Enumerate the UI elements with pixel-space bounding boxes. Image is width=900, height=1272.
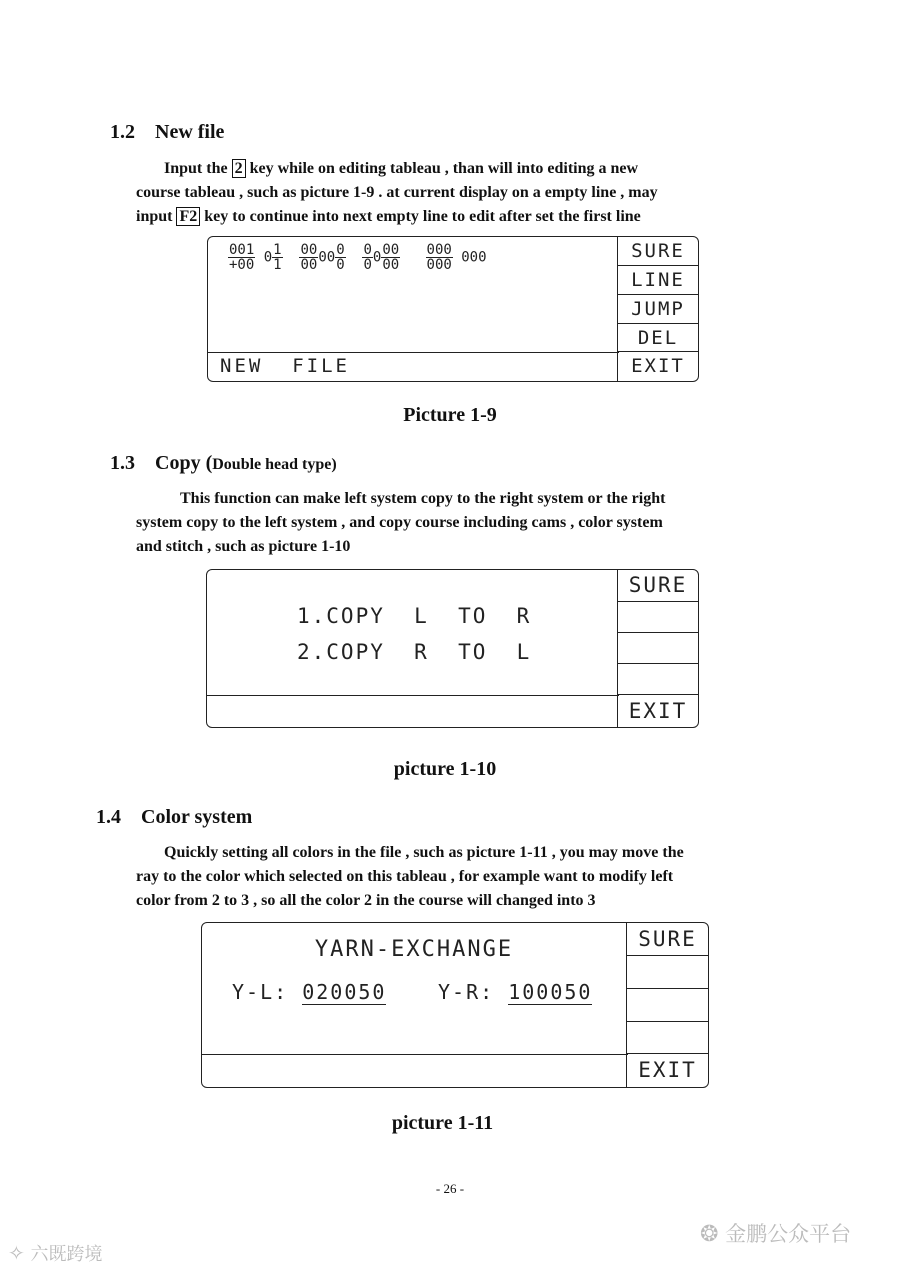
yl-value-field[interactable]: 020050 <box>302 980 387 1004</box>
fraction-field: $\frac{00}{00}$ <box>382 242 400 273</box>
yarn-left-row <box>232 980 386 1004</box>
logo-icon: ✧ <box>8 1241 25 1265</box>
exit-button[interactable]: EXIT <box>631 355 685 377</box>
softkey-blank-1[interactable] <box>618 602 698 633</box>
exit-button[interactable]: EXIT <box>628 699 688 723</box>
yl-label: Y-L: <box>232 980 289 1004</box>
fraction-field: $\frac{000}{000}$ <box>426 242 452 273</box>
course-line-fields: $\frac{001}{+00}$ 0 $\frac{1}{1}$ $\frac{00}{00}$ 00 $\frac{0}{0}$ $\frac{0}{0}$ 0 $\frac{00}{00}$ $\frac{000}{000}$ 000 <box>229 242 487 273</box>
section-title: New file <box>155 121 225 143</box>
caption-picture-1-11: picture 1-11 <box>391 1112 494 1134</box>
copy-l-to-r-option[interactable]: 1.COPY L TO R <box>297 604 532 628</box>
status-divider <box>208 352 619 353</box>
line-button[interactable]: LINE <box>618 266 698 295</box>
sure-button[interactable]: SURE <box>618 570 698 602</box>
softkey-column <box>617 570 698 727</box>
page-number: - 26 - <box>435 1181 465 1196</box>
softkey-blank-1[interactable] <box>627 956 708 989</box>
fraction-field: $\frac{00}{00}$ <box>300 242 318 273</box>
yr-label: Y-R: <box>438 980 495 1004</box>
fraction-field: $\frac{0}{0}$ <box>336 242 345 273</box>
softkey-blank-2[interactable] <box>627 989 708 1022</box>
softkey-column <box>617 237 698 381</box>
fraction-field: $\frac{001}{+00}$ <box>229 242 255 273</box>
sure-button[interactable]: SURE <box>627 923 708 956</box>
exit-button[interactable]: EXIT <box>638 1058 697 1082</box>
yarn-right-row <box>438 980 592 1004</box>
fraction-field: $\frac{1}{1}$ <box>273 242 282 273</box>
new-file-screen <box>207 236 699 382</box>
copy-screen <box>206 569 699 728</box>
fraction-field: $\frac{0}{0}$ <box>363 242 372 273</box>
watermark-right: ❂ 金鹏公众平台 <box>700 1222 852 1247</box>
section-1-3-heading: 1.3 Copy (Double head type) <box>110 452 337 474</box>
section-1-4-heading: 1.4 Color system <box>96 806 253 828</box>
sure-button[interactable]: SURE <box>618 237 698 266</box>
screen-title: YARN-EXCHANGE <box>314 937 514 962</box>
section-1-3-paragraph: This function can make left system copy to the right system or the right system copy to the left system , and copy course including cams , color system and stitch , such as picture 1-10 <box>136 490 666 555</box>
softkey-blank-3[interactable] <box>627 1022 708 1054</box>
status-divider <box>202 1054 628 1055</box>
section-1-4-paragraph: Quickly setting all colors in the file , such as picture 1-11 , you may move the ray to the color which selected on this tableau , for example want to modify left color from 2 to 3 , so all the color 2 in the course will changed into 3 <box>136 844 684 909</box>
caption-picture-1-10: picture 1-10 <box>393 758 497 780</box>
softkey-blank-2[interactable] <box>618 633 698 664</box>
yr-value-field[interactable]: 100050 <box>508 980 593 1004</box>
yarn-exchange-screen <box>201 922 709 1088</box>
wechat-icon: ❂ <box>700 1222 719 1247</box>
key-f2-box: F2 <box>176 207 200 226</box>
jump-button[interactable]: JUMP <box>618 295 698 324</box>
del-button[interactable]: DEL <box>618 324 698 352</box>
status-text: NEW FILE <box>220 355 350 377</box>
softkey-blank-3[interactable] <box>618 664 698 695</box>
copy-r-to-l-option[interactable]: 2.COPY R TO L <box>297 640 532 664</box>
section-number: 1.2 <box>110 121 135 143</box>
caption-picture-1-9: Picture 1-9 <box>403 404 497 426</box>
softkey-column <box>626 923 708 1087</box>
status-divider <box>207 695 619 696</box>
section-1-2-heading <box>110 121 224 144</box>
key-2-box: 2 <box>232 159 246 178</box>
watermark-left: ✧ 六既跨境 <box>8 1241 103 1265</box>
section-1-2-paragraph: Input the 2 key while on editing tableau , than will into editing a new course tableau , such as picture 1-9 . at current display on a empty line , may input F2 key to continue into next empty line to edit after set the first line <box>136 160 658 225</box>
